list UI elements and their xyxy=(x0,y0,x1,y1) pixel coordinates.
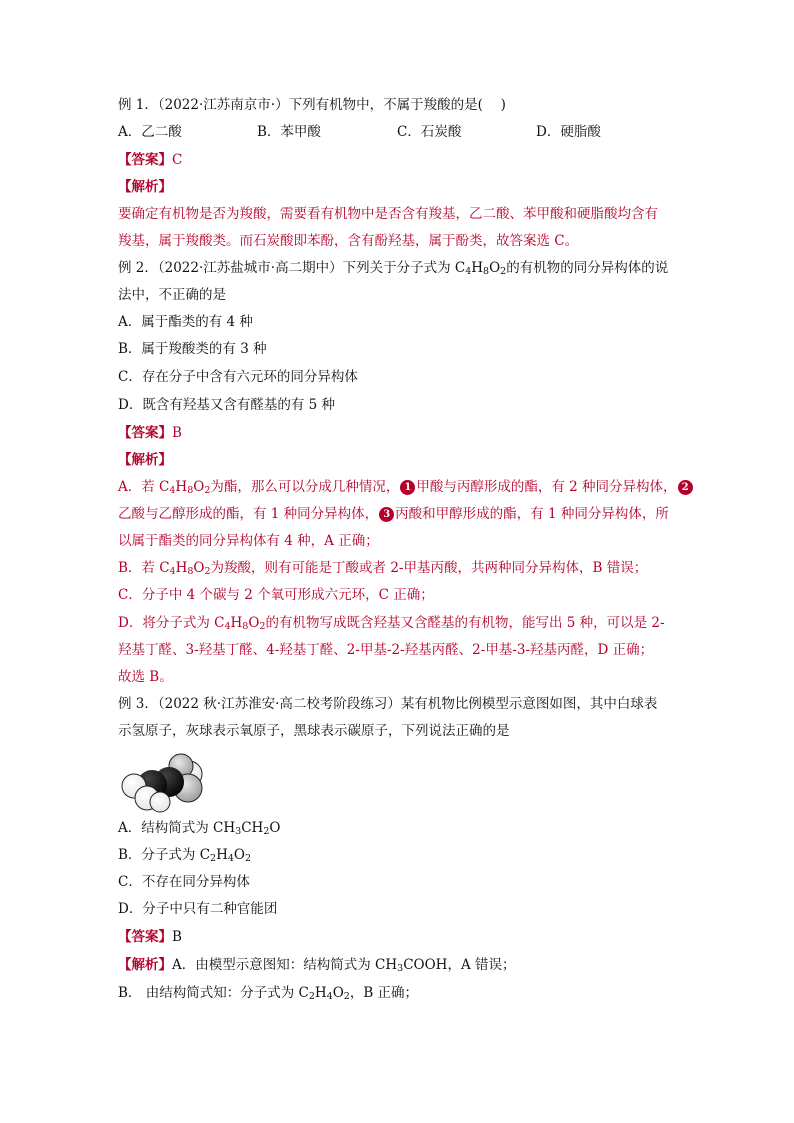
sub: 8 xyxy=(483,266,490,277)
circled-number-2-icon: 2 xyxy=(678,480,693,495)
text: 丙酸和甲醇形成的酯，有 1 种同分异构体，所 xyxy=(395,506,669,522)
element: O xyxy=(193,479,205,495)
ex2-question-line-2: 法中，不正确的是 xyxy=(118,287,226,303)
answer-value: B xyxy=(172,929,182,945)
ex2-analysis-c: C．分子中 4 个碳与 2 个氧可形成六元环，C 正确； xyxy=(118,587,434,603)
text: B． 由结构简式知：分子式为 C xyxy=(118,985,309,1001)
sub: 8 xyxy=(187,566,194,577)
sub: 2 xyxy=(500,266,507,277)
ex1-option-d: D．硬脂酸 xyxy=(536,124,601,140)
ex1-answer xyxy=(118,150,182,170)
ex2-analysis-d xyxy=(118,613,665,633)
ex3-question-line-1: 例 3．（2022 秋·江苏淮安·高二校考阶段练习）某有机物比例模型示意图如图，其中白球表 xyxy=(118,696,658,712)
ex2-analysis-d3: 故选 B。 xyxy=(118,669,173,685)
sub: 4 xyxy=(169,566,176,577)
analysis-label: 【解析】 xyxy=(118,957,172,973)
answer-value: C xyxy=(172,152,183,168)
text: 甲酸与丙醇形成的酯，有 2 种同分异构体， xyxy=(416,479,677,495)
ex2-analysis-a1 xyxy=(118,477,694,497)
ex1-question: 例 1．（2022·江苏南京市·）下列有机物中，不属于羧酸的是( ) xyxy=(118,97,506,113)
text: 的有机物写成既含羟基又含醛基的有机物，能写出 5 种，可以是 2- xyxy=(265,615,665,631)
ex2-analysis-a3: 以属于酯类的同分异构体有 4 种，A 正确； xyxy=(118,533,379,549)
text: 为羧酸，则有可能是丁酸或者 2-甲基丙酸，共两种同分异构体，B 错误； xyxy=(210,560,648,576)
text: O xyxy=(233,847,245,863)
circled-number-1-icon: 1 xyxy=(400,480,415,495)
sub: 4 xyxy=(169,485,176,496)
text: O xyxy=(332,985,344,1001)
circled-number-3-icon: 3 xyxy=(379,507,394,522)
element: H xyxy=(471,260,484,276)
ex1-option-c: C．石炭酸 xyxy=(397,124,462,140)
sub: 4 xyxy=(326,991,333,1002)
molecule-space-filling-model-icon xyxy=(118,752,218,814)
ex2-question-text-b: 的有机物的同分异构体的说 xyxy=(506,260,669,276)
ex2-option-b: B．属于羧酸类的有 3 种 xyxy=(118,341,267,357)
ex1-analysis-line-2: 羧基，属于羧酸类。而石炭酸即苯酚，含有酚羟基，属于酚类，故答案选 C。 xyxy=(118,233,579,249)
ex2-analysis-a2 xyxy=(118,504,669,524)
text: 乙酸与乙醇形成的酯，有 1 种同分异构体， xyxy=(118,506,379,522)
sub: 2 xyxy=(343,991,350,1002)
sub: 2 xyxy=(204,566,211,577)
ex2-analysis-d2: 羟基丁醛、3-羟基丁醛、4-羟基丁醛、2-甲基-2-羟基丙醛、2-甲基-3-羟基丙醛，D 正确； xyxy=(118,642,654,658)
ex2-option-c: C．存在分子中含有六元环的同分异构体 xyxy=(118,369,358,385)
ex2-question-line-1 xyxy=(118,258,668,278)
text: B．若 C xyxy=(118,560,170,576)
ex3-answer xyxy=(118,927,182,947)
ex2-option-d: D．既含有羟基又含有醛基的有 5 种 xyxy=(118,397,335,413)
ex2-question-text-a: 例 2．（2022·江苏盐城市·高二期中）下列关于分子式为 C xyxy=(118,260,466,276)
ex3-analysis-a xyxy=(118,955,515,975)
text: A．结构简式为 CH xyxy=(118,820,236,836)
sub: 2 xyxy=(263,826,270,837)
text: A．由模型示意图知：结构简式为 CH xyxy=(172,957,398,973)
ex2-option-a: A．属于酯类的有 4 种 xyxy=(118,314,253,330)
sub: 2 xyxy=(210,853,217,864)
element: H xyxy=(175,479,188,495)
answer-label: 【答案】 xyxy=(118,152,172,168)
sub: 2 xyxy=(259,621,266,632)
ex2-analysis-b xyxy=(118,558,647,578)
text: H xyxy=(314,985,327,1001)
element: O xyxy=(248,615,260,631)
text: D．将分子式为 C xyxy=(118,615,225,631)
ex1-option-b: B．苯甲酸 xyxy=(257,124,321,140)
sub: 4 xyxy=(224,621,231,632)
answer-label: 【答案】 xyxy=(118,929,172,945)
sub: 4 xyxy=(227,853,234,864)
element: H xyxy=(230,615,243,631)
answer-value: B xyxy=(172,425,182,441)
sub: 3 xyxy=(397,963,404,974)
text: CH xyxy=(241,820,264,836)
element: O xyxy=(193,560,205,576)
sub: 8 xyxy=(187,485,194,496)
ex2-answer xyxy=(118,423,182,443)
text: ，B 正确； xyxy=(349,985,419,1001)
sub: 3 xyxy=(235,826,242,837)
ex1-analysis-label: 【解析】 xyxy=(118,179,172,195)
sub: 2 xyxy=(204,485,211,496)
text: O xyxy=(269,820,281,836)
ex3-analysis-b xyxy=(118,983,418,1003)
ex2-analysis-label: 【解析】 xyxy=(118,452,172,468)
text: A．若 C xyxy=(118,479,170,495)
ex3-option-a xyxy=(118,818,280,838)
text: B．分子式为 C xyxy=(118,847,211,863)
sub: 4 xyxy=(465,266,472,277)
hydrogen-atom xyxy=(150,792,170,812)
text: 为酯，那么可以分成几种情况， xyxy=(210,479,400,495)
ex3-option-c: C．不存在同分异构体 xyxy=(118,874,250,890)
text: COOH，A 错误； xyxy=(403,957,516,973)
ex1-option-a: A．乙二酸 xyxy=(118,124,182,140)
text: H xyxy=(216,847,228,863)
sub: 8 xyxy=(242,621,249,632)
ex3-option-d: D．分子中只有二种官能团 xyxy=(118,901,278,917)
element: H xyxy=(175,560,188,576)
sub: 2 xyxy=(245,853,252,864)
element: O xyxy=(489,260,501,276)
ex3-question-line-2: 示氢原子，灰球表示氧原子，黑球表示碳原子，下列说法正确的是 xyxy=(118,723,510,739)
sub: 2 xyxy=(308,991,315,1002)
answer-label: 【答案】 xyxy=(118,425,172,441)
ex3-option-b xyxy=(118,845,251,865)
ex1-analysis-line-1: 要确定有机物是否为羧酸，需要看有机物中是否含有羧基，乙二酸、苯甲酸和硬脂酸均含有 xyxy=(118,206,658,222)
